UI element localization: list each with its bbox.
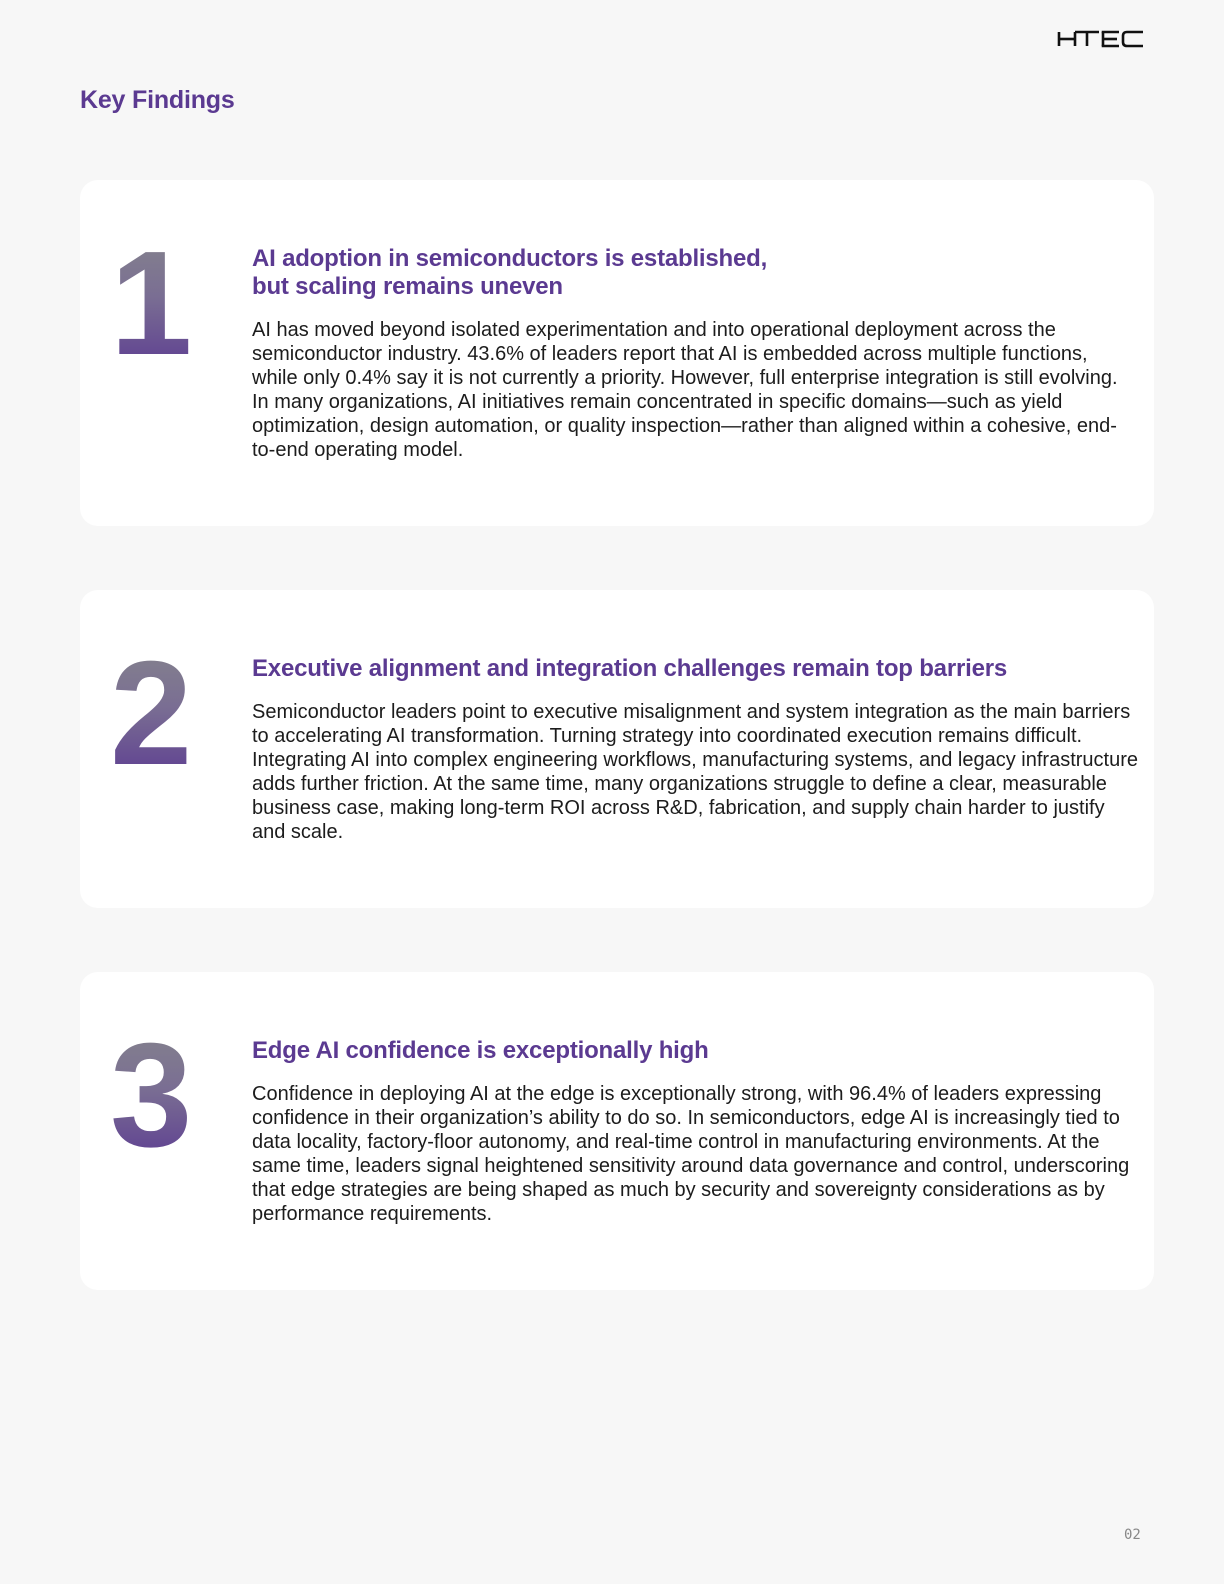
finding-heading-line-2: but scaling remains uneven: [252, 273, 563, 300]
page-number: 02: [1124, 1527, 1141, 1543]
finding-number: 2: [110, 631, 193, 796]
finding-heading: [252, 245, 1132, 301]
finding-body: Semiconductor leaders point to executive misalignment and system integration as the main barriers to accelerating AI transformation. Turning strategy into coordinated execution remains difficult. Integrating AI into complex engineering workflows, manufacturing systems, and legacy infrastructure adds further friction. At the same time, many organizations struggle to define a clear, measurable business case, making long-term ROI across R&D, fabrication, and supply chain harder to justify and scale.: [252, 701, 1138, 843]
finding-body: AI has moved beyond isolated experimentation and into operational deployment across the semiconductor industry. 43.6% of leaders report that AI is embedded across multiple functions, while only 0.4% say it is not currently a priority. However, full enterprise integration is still evolving. In many organizations, AI initiatives remain concentrated in specific domains—such as yield optimization, design automation, or quality inspection—rather than aligned within a cohesive, end-to-end operating model.: [252, 319, 1118, 461]
finding-number: 1: [110, 221, 193, 386]
finding-card-2: [80, 590, 1154, 908]
finding-card-1: [80, 180, 1154, 526]
page-title: Key Findings: [80, 86, 235, 114]
finding-number: 3: [110, 1013, 193, 1178]
finding-heading: Edge AI confidence is exceptionally high: [252, 1037, 709, 1064]
htec-logo-icon: [1057, 30, 1145, 48]
finding-heading: Executive alignment and integration challenges remain top barriers: [252, 655, 1008, 682]
finding-body: Confidence in deploying AI at the edge is exceptionally strong, with 96.4% of leaders expressing confidence in their organization’s ability to do so. In semiconductors, edge AI is increasingly tied to data locality, factory-floor autonomy, and real-time control in manufacturing environments. At the same time, leaders signal heightened sensitivity around data governance and control, underscoring that edge strategies are being shaped as much by security and sovereignty considerations as by performance requirements.: [252, 1083, 1130, 1225]
finding-heading-line-1: AI adoption in semiconductors is established,: [252, 245, 768, 272]
finding-card-3: [80, 972, 1154, 1290]
